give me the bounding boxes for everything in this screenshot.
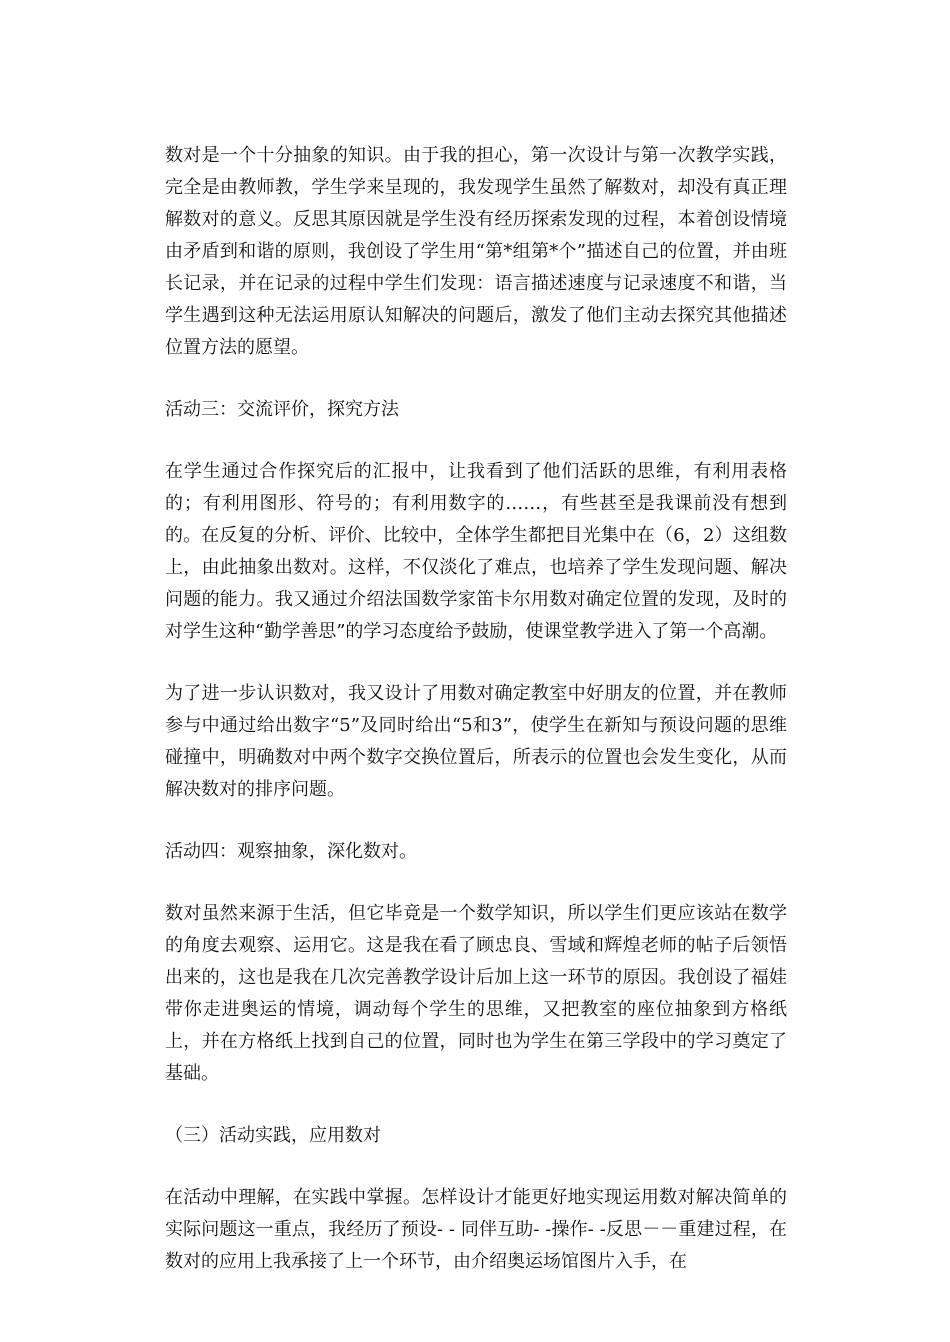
heading-section-three: （三）活动实践，应用数对 [165,1125,381,1146]
paragraph-reflection: 数对是一个十分抽象的知识。由于我的担心，第一次设计与第一次教学实践，完全是由教师教，学生学来呈现的，我发现学生虽然了解数对，却没有真正理解数对的意义。反思其原因就是学生没有经历探索发现的过程，本着创设情境由矛盾到和谐的原则，我创设了学生用“第*组第*个”描述自己的位置，并由班长记录，并在记录的过程中学生们发现：语言描述速度与记录速度不和谐，当学生遇到这种无法运用原认知解决的问题后，激发了他们主动去探究其他描述位置方法的愿望。 [165,145,787,358]
paragraph-practice: 在活动中理解，在实践中掌握。怎样设计才能更好地实现运用数对解决简单的实际问题这一重点，我经历了预设- - 同伴互助- -操作- -反思－－重建过程，在数对的应用上我承接了上一个环节，由介绍奥运场馆图片入手，在 [165,1187,787,1272]
document-body [165,140,787,1308]
heading-activity-three: 活动三：交流评价，探究方法 [165,399,399,420]
heading-activity-four: 活动四：观察抽象，深化数对。 [165,841,417,862]
paragraph-observation: 数对虽然来源于生活，但它毕竟是一个数学知识，所以学生们更应该站在数学的角度去观察、运用它。这是我在看了顾忠良、雪域和辉煌老师的帖子后领悟出来的，这也是我在几次完善教学设计后加上这一环节的原因。我创设了福娃带你走进奥运的情境，调动每个学生的思维，又把教室的座位抽象到方格纸上，并在方格纸上找到自己的位置，同时也为学生在第三学段中的学习奠定了基础。 [165,903,787,1084]
paragraph-report: 在学生通过合作探究后的汇报中，让我看到了他们活跃的思维，有利用表格的；有利用图形、符号的；有利用数字的……，有些甚至是我课前没有想到的。在反复的分析、评价、比较中，全体学生都把目光集中在（6，2）这组数上，由此抽象出数对。这样，不仅淡化了难点，也培养了学生发现问题、解决问题的能力。我又通过介绍法国数学家笛卡尔用数对确定位置的发现，及时的对学生这种“勤学善思”的学习态度给予鼓励，使课堂教学进入了第一个高潮。 [165,461,787,642]
paragraph-further-understanding: 为了进一步认识数对，我又设计了用数对确定教室中好朋友的位置，并在教师参与中通过给出数字“5”及同时给出“5和3”，使学生在新知与预设问题的思维碰撞中，明确数对中两个数字交换位置后，所表示的位置也会发生变化，从而解决数对的排序问题。 [165,683,787,800]
